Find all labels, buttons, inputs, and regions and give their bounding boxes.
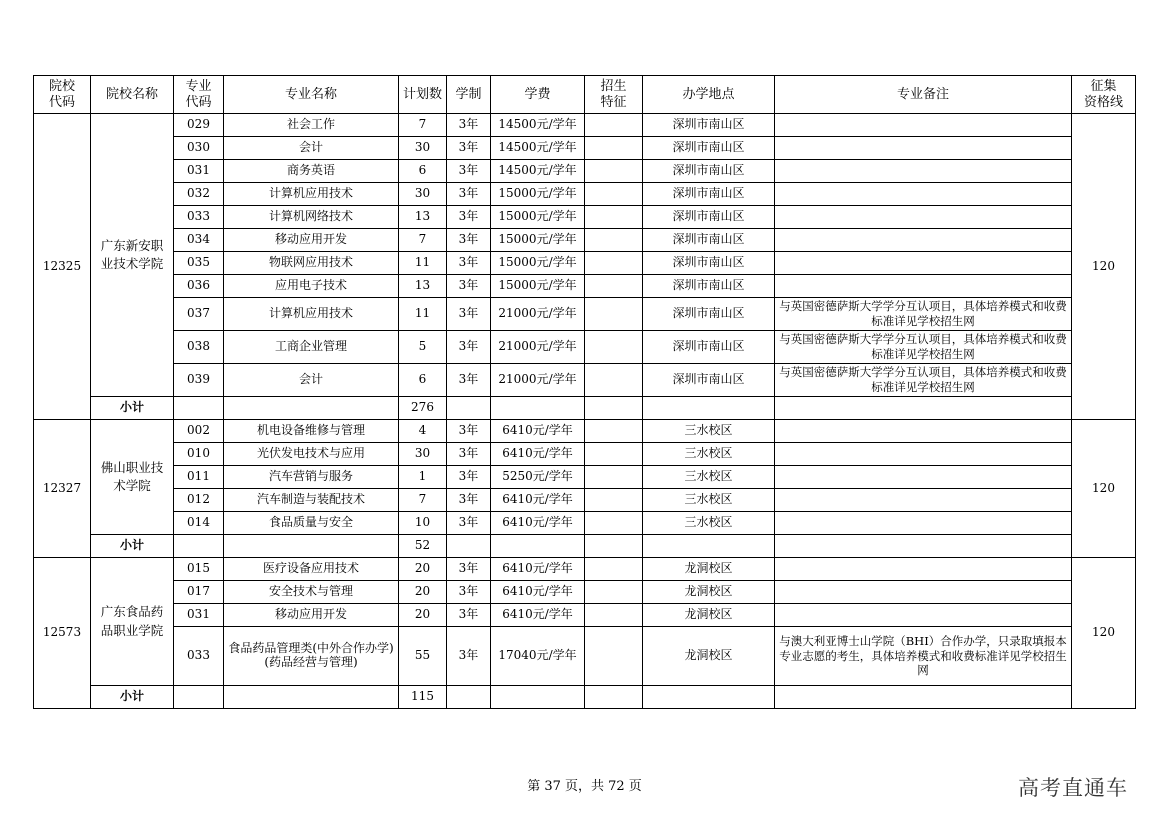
table-row — [34, 183, 1136, 206]
major-note — [775, 466, 1072, 489]
column-header: 专业备注 — [775, 76, 1072, 114]
subtotal-label: 小计 — [91, 535, 174, 558]
major-name: 计算机应用技术 — [224, 298, 399, 331]
table-row — [34, 298, 1136, 331]
subtotal-label: 小计 — [91, 397, 174, 420]
table-row — [34, 512, 1136, 535]
column-header: 学制 — [447, 76, 491, 114]
duration: 3年 — [447, 331, 491, 364]
campus-location: 龙洞校区 — [643, 627, 775, 686]
plan-count: 5 — [399, 331, 447, 364]
table-row — [34, 206, 1136, 229]
column-header: 专业 代码 — [174, 76, 224, 114]
major-name: 工商企业管理 — [224, 331, 399, 364]
tuition: 6410元/学年 — [491, 604, 585, 627]
tuition: 5250元/学年 — [491, 466, 585, 489]
column-header: 专业名称 — [224, 76, 399, 114]
admission-plan-table — [33, 75, 1136, 709]
major-name: 应用电子技术 — [224, 275, 399, 298]
tuition: 15000元/学年 — [491, 275, 585, 298]
duration: 3年 — [447, 558, 491, 581]
major-note: 与英国密德萨斯大学学分互认项目，具体培养模式和收费标准详见学校招生网 — [775, 298, 1072, 331]
tuition: 15000元/学年 — [491, 229, 585, 252]
duration: 3年 — [447, 229, 491, 252]
campus-location: 三水校区 — [643, 512, 775, 535]
enroll-feature — [585, 581, 643, 604]
major-name: 移动应用开发 — [224, 604, 399, 627]
major-name: 移动应用开发 — [224, 229, 399, 252]
campus-location: 深圳市南山区 — [643, 229, 775, 252]
duration: 3年 — [447, 420, 491, 443]
campus-location: 深圳市南山区 — [643, 206, 775, 229]
enroll-feature — [585, 298, 643, 331]
campus-location: 深圳市南山区 — [643, 275, 775, 298]
empty-cell — [174, 535, 224, 558]
duration: 3年 — [447, 466, 491, 489]
table-row — [34, 364, 1136, 397]
major-name: 计算机应用技术 — [224, 183, 399, 206]
table-row — [34, 443, 1136, 466]
plan-count: 7 — [399, 489, 447, 512]
major-name: 商务英语 — [224, 160, 399, 183]
enroll-feature — [585, 627, 643, 686]
column-header: 院校名称 — [91, 76, 174, 114]
plan-count: 11 — [399, 298, 447, 331]
campus-location: 三水校区 — [643, 420, 775, 443]
campus-location: 深圳市南山区 — [643, 252, 775, 275]
school-name: 广东新安职业技术学院 — [91, 114, 174, 397]
major-name: 医疗设备应用技术 — [224, 558, 399, 581]
campus-location: 三水校区 — [643, 443, 775, 466]
major-note — [775, 420, 1072, 443]
major-code: 029 — [174, 114, 224, 137]
empty-cell — [174, 397, 224, 420]
enroll-feature — [585, 206, 643, 229]
plan-count: 7 — [399, 229, 447, 252]
tuition: 17040元/学年 — [491, 627, 585, 686]
enroll-feature — [585, 512, 643, 535]
major-note — [775, 206, 1072, 229]
tuition: 14500元/学年 — [491, 160, 585, 183]
school-name: 广东食品药品职业学院 — [91, 558, 174, 686]
brand-watermark: 高考直通车 — [1018, 776, 1128, 800]
table-row — [34, 252, 1136, 275]
enroll-feature — [585, 160, 643, 183]
major-code: 033 — [174, 627, 224, 686]
column-header: 计划数 — [399, 76, 447, 114]
enroll-feature — [585, 443, 643, 466]
duration: 3年 — [447, 160, 491, 183]
plan-count: 55 — [399, 627, 447, 686]
subtotal-value: 115 — [399, 686, 447, 709]
tuition: 6410元/学年 — [491, 420, 585, 443]
plan-count: 13 — [399, 275, 447, 298]
enroll-feature — [585, 137, 643, 160]
campus-location: 深圳市南山区 — [643, 160, 775, 183]
major-name: 社会工作 — [224, 114, 399, 137]
empty-cell — [643, 535, 775, 558]
duration: 3年 — [447, 443, 491, 466]
empty-cell — [585, 397, 643, 420]
empty-cell — [491, 397, 585, 420]
plan-count: 7 — [399, 114, 447, 137]
major-code: 015 — [174, 558, 224, 581]
enroll-feature — [585, 420, 643, 443]
duration: 3年 — [447, 114, 491, 137]
campus-location: 深圳市南山区 — [643, 364, 775, 397]
empty-cell — [447, 397, 491, 420]
column-header: 征集 资格线 — [1072, 76, 1136, 114]
subtotal-row — [34, 397, 1136, 420]
table-row — [34, 114, 1136, 137]
table-row — [34, 275, 1136, 298]
major-note — [775, 229, 1072, 252]
subtotal-value: 276 — [399, 397, 447, 420]
major-code: 002 — [174, 420, 224, 443]
enroll-feature — [585, 252, 643, 275]
major-code: 030 — [174, 137, 224, 160]
major-name: 食品质量与安全 — [224, 512, 399, 535]
enroll-feature — [585, 275, 643, 298]
plan-count: 20 — [399, 581, 447, 604]
duration: 3年 — [447, 252, 491, 275]
school-name: 佛山职业技术学院 — [91, 420, 174, 535]
major-code: 035 — [174, 252, 224, 275]
tuition: 6410元/学年 — [491, 581, 585, 604]
plan-count: 20 — [399, 604, 447, 627]
enroll-feature — [585, 229, 643, 252]
major-code: 012 — [174, 489, 224, 512]
major-code: 037 — [174, 298, 224, 331]
school-code: 12327 — [34, 420, 91, 558]
column-header: 招生 特征 — [585, 76, 643, 114]
enroll-feature — [585, 364, 643, 397]
tuition: 6410元/学年 — [491, 489, 585, 512]
major-name: 安全技术与管理 — [224, 581, 399, 604]
enroll-feature — [585, 331, 643, 364]
tuition: 14500元/学年 — [491, 114, 585, 137]
enroll-feature — [585, 558, 643, 581]
table-header-row — [34, 76, 1136, 114]
plan-count: 13 — [399, 206, 447, 229]
major-note: 与英国密德萨斯大学学分互认项目，具体培养模式和收费标准详见学校招生网 — [775, 331, 1072, 364]
major-note — [775, 183, 1072, 206]
empty-cell — [174, 686, 224, 709]
tuition: 21000元/学年 — [491, 364, 585, 397]
major-name: 汽车制造与装配技术 — [224, 489, 399, 512]
duration: 3年 — [447, 364, 491, 397]
campus-location: 深圳市南山区 — [643, 183, 775, 206]
qualification-line: 120 — [1072, 114, 1136, 420]
major-note — [775, 252, 1072, 275]
major-code: 032 — [174, 183, 224, 206]
plan-count: 1 — [399, 466, 447, 489]
table-row — [34, 558, 1136, 581]
duration: 3年 — [447, 627, 491, 686]
duration: 3年 — [447, 275, 491, 298]
empty-cell — [447, 535, 491, 558]
enroll-feature — [585, 183, 643, 206]
subtotal-value: 52 — [399, 535, 447, 558]
plan-count: 30 — [399, 443, 447, 466]
subtotal-row — [34, 686, 1136, 709]
empty-cell — [585, 535, 643, 558]
table-row — [34, 466, 1136, 489]
major-code: 011 — [174, 466, 224, 489]
table-row — [34, 581, 1136, 604]
tuition: 6410元/学年 — [491, 558, 585, 581]
major-note — [775, 443, 1072, 466]
empty-cell — [491, 686, 585, 709]
empty-cell — [447, 686, 491, 709]
table-row — [34, 489, 1136, 512]
campus-location: 三水校区 — [643, 466, 775, 489]
tuition: 15000元/学年 — [491, 206, 585, 229]
major-note — [775, 275, 1072, 298]
empty-cell — [224, 686, 399, 709]
tuition: 14500元/学年 — [491, 137, 585, 160]
major-code: 017 — [174, 581, 224, 604]
major-name: 计算机网络技术 — [224, 206, 399, 229]
campus-location: 龙洞校区 — [643, 558, 775, 581]
qualification-line: 120 — [1072, 558, 1136, 709]
major-code: 036 — [174, 275, 224, 298]
empty-cell — [585, 686, 643, 709]
qualification-line: 120 — [1072, 420, 1136, 558]
subtotal-row — [34, 535, 1136, 558]
column-header: 院校 代码 — [34, 76, 91, 114]
duration: 3年 — [447, 512, 491, 535]
empty-cell — [775, 397, 1072, 420]
plan-count: 20 — [399, 558, 447, 581]
table-row — [34, 229, 1136, 252]
major-code: 033 — [174, 206, 224, 229]
enroll-feature — [585, 114, 643, 137]
empty-cell — [643, 686, 775, 709]
major-name: 汽车营销与服务 — [224, 466, 399, 489]
major-note — [775, 558, 1072, 581]
major-note — [775, 160, 1072, 183]
major-name: 食品药品管理类(中外合作办学)(药品经营与管理) — [224, 627, 399, 686]
empty-cell — [224, 397, 399, 420]
campus-location: 深圳市南山区 — [643, 298, 775, 331]
empty-cell — [491, 535, 585, 558]
duration: 3年 — [447, 298, 491, 331]
table-row — [34, 420, 1136, 443]
major-code: 034 — [174, 229, 224, 252]
campus-location: 深圳市南山区 — [643, 331, 775, 364]
column-header: 学费 — [491, 76, 585, 114]
subtotal-label: 小计 — [91, 686, 174, 709]
school-code: 12325 — [34, 114, 91, 420]
column-header: 办学地点 — [643, 76, 775, 114]
major-code: 031 — [174, 604, 224, 627]
empty-cell — [224, 535, 399, 558]
major-name: 会计 — [224, 137, 399, 160]
major-note — [775, 137, 1072, 160]
duration: 3年 — [447, 206, 491, 229]
table-row — [34, 160, 1136, 183]
major-note — [775, 512, 1072, 535]
tuition: 21000元/学年 — [491, 298, 585, 331]
duration: 3年 — [447, 604, 491, 627]
tuition: 15000元/学年 — [491, 252, 585, 275]
major-note — [775, 114, 1072, 137]
duration: 3年 — [447, 137, 491, 160]
duration: 3年 — [447, 489, 491, 512]
enroll-feature — [585, 489, 643, 512]
plan-count: 30 — [399, 137, 447, 160]
major-code: 039 — [174, 364, 224, 397]
enroll-feature — [585, 466, 643, 489]
major-code: 010 — [174, 443, 224, 466]
duration: 3年 — [447, 581, 491, 604]
tuition: 21000元/学年 — [491, 331, 585, 364]
major-note — [775, 581, 1072, 604]
major-note — [775, 604, 1072, 627]
school-code: 12573 — [34, 558, 91, 709]
duration: 3年 — [447, 183, 491, 206]
tuition: 6410元/学年 — [491, 512, 585, 535]
campus-location: 深圳市南山区 — [643, 137, 775, 160]
table-row — [34, 627, 1136, 686]
major-code: 031 — [174, 160, 224, 183]
plan-count: 4 — [399, 420, 447, 443]
table-row — [34, 331, 1136, 364]
plan-count: 30 — [399, 183, 447, 206]
empty-cell — [643, 397, 775, 420]
table-row — [34, 604, 1136, 627]
campus-location: 龙洞校区 — [643, 604, 775, 627]
major-name: 光伏发电技术与应用 — [224, 443, 399, 466]
major-note — [775, 489, 1072, 512]
major-note: 与英国密德萨斯大学学分互认项目，具体培养模式和收费标准详见学校招生网 — [775, 364, 1072, 397]
plan-count: 6 — [399, 364, 447, 397]
table-row — [34, 137, 1136, 160]
tuition: 6410元/学年 — [491, 443, 585, 466]
empty-cell — [775, 535, 1072, 558]
major-name: 会计 — [224, 364, 399, 397]
campus-location: 三水校区 — [643, 489, 775, 512]
plan-count: 10 — [399, 512, 447, 535]
major-code: 038 — [174, 331, 224, 364]
plan-count: 6 — [399, 160, 447, 183]
empty-cell — [775, 686, 1072, 709]
major-code: 014 — [174, 512, 224, 535]
campus-location: 龙洞校区 — [643, 581, 775, 604]
plan-count: 11 — [399, 252, 447, 275]
major-note: 与澳大利亚博士山学院（BHI）合作办学，只录取填报本专业志愿的考生，具体培养模式和收费标准详见学校招生网 — [775, 627, 1072, 686]
page-number: 第 37 页，共 72 页 — [527, 779, 642, 794]
major-name: 物联网应用技术 — [224, 252, 399, 275]
major-name: 机电设备维修与管理 — [224, 420, 399, 443]
tuition: 15000元/学年 — [491, 183, 585, 206]
enroll-feature — [585, 604, 643, 627]
campus-location: 深圳市南山区 — [643, 114, 775, 137]
